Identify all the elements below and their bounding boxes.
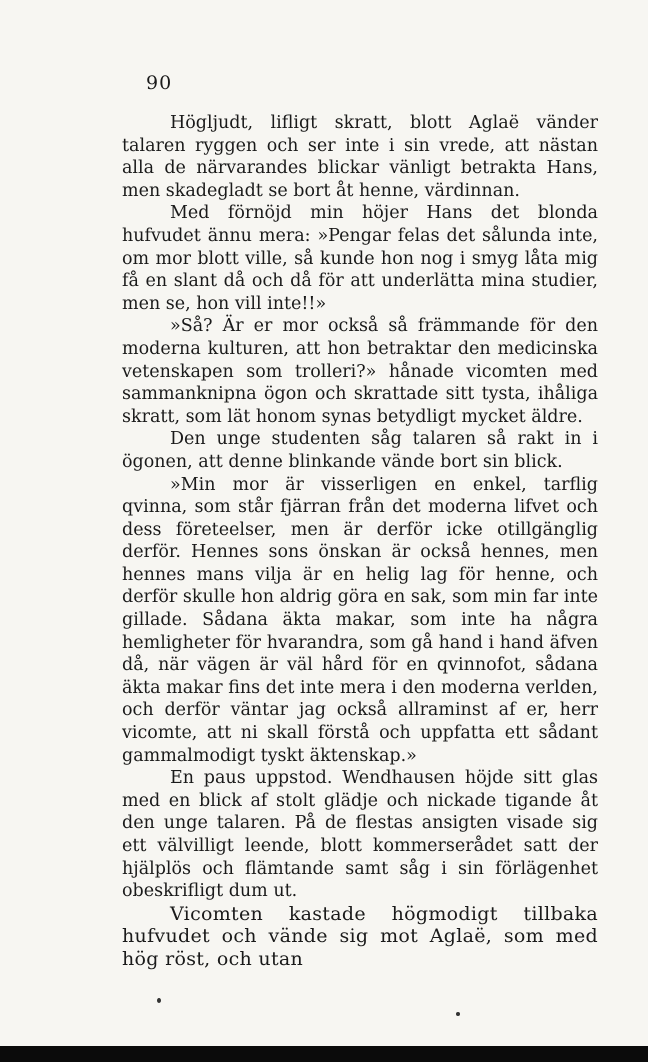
page-number: 90 bbox=[146, 72, 173, 94]
scan-edge-bar bbox=[0, 1046, 648, 1062]
paragraph-5: »Min mor är visserligen en enkel, tarflig qvinna, som står fjärran från det moderna lifvet och dess företeelser, men är derför icke otillgänglig derför. Hennes sons önskan är också hennes, men hennes mans vilja är en helig lag för henne, och derför skulle hon aldrig göra en sak, som min far inte gillade. Sådana äkta makar, som inte ha några hemligheter för hvarandra, som gå hand i hand äfven då, när vägen är väl hård för en qvinnofot, sådana äkta makar fins det inte mera i den moderna verlden, och derför väntar jag också allraminst af er, herr vicomte, att ni skall förstå och uppfatta ett sådant gammalmodigt tyskt äktenskap.» bbox=[122, 474, 598, 766]
paragraph-2: Med förnöjd min höjer Hans det blonda hufvudet ännu mera: »Pengar felas det sålunda inte, om mor blott ville, så kunde hon nog i smyg låta mig få en slant då och då för att underlätta mina studier, men se, hon vill inte!!» bbox=[122, 203, 598, 314]
paragraph-4: Den unge studenten såg talaren så rakt in i ögonen, att denne blinkande vände bort sin blick. bbox=[122, 429, 598, 472]
paragraph-7: Vicomten kastade högmodigt tillbaka hufvudet och vände sig mot Aglaë, som med hög röst, och utan bbox=[122, 902, 598, 970]
paragraph-6: En paus uppstod. Wendhausen höjde sitt glas med en blick af stolt glädje och nickade tigande åt den unge talaren. På de flestas ansigten visade sig ett välvilligt leende, blott kommerserådet satt der hjälplös och flämtande samt såg i sin förlägenhet obeskrifligt dum ut. bbox=[122, 768, 598, 902]
paragraph-3: »Så? Är er mor också så främmande för den moderna kulturen, att hon betraktar den medicinska vetenskapen som trolleri?» hånade vicomten med sammanknipna ögon och skrattade sitt tysta, ihåliga skratt, som lät honom synas betydligt mycket äldre. bbox=[122, 316, 598, 427]
body-text bbox=[122, 112, 598, 971]
paragraph-1: Högljudt, lifligt skratt, blott Aglaë vänder talaren ryggen och ser inte i sin vrede, att nästan alla de närvarandes blickar vänligt betrakta Hans, men skadegladt se bort åt henne, värdinnan. bbox=[122, 113, 598, 201]
ink-speck bbox=[456, 1012, 460, 1016]
ink-speck bbox=[157, 998, 161, 1003]
